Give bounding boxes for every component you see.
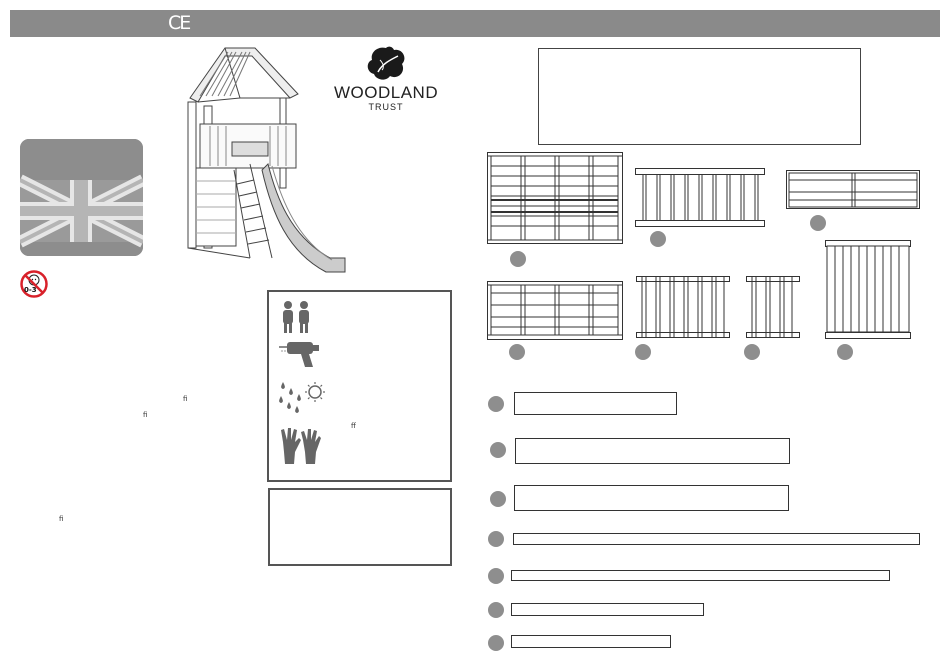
- part-label-bullet: [635, 344, 651, 360]
- footnote-mark: fi: [143, 411, 148, 419]
- brand-subtitle: TRUST: [368, 102, 404, 112]
- plank-diagram: [514, 485, 789, 511]
- panel-diagram: [825, 240, 911, 344]
- part-label-bullet: [488, 568, 504, 584]
- requirements-box: [267, 290, 452, 482]
- oak-leaf-logo-icon: [364, 46, 408, 82]
- brand-block: [334, 46, 438, 113]
- part-label-bullet: [488, 602, 504, 618]
- playhouse-illustration: [180, 46, 350, 286]
- plank-diagram: [514, 392, 677, 415]
- no-children-0-3-icon: [20, 270, 48, 298]
- plank-diagram: [511, 570, 890, 581]
- panel-diagram: [786, 170, 920, 216]
- panel-diagram: [635, 168, 765, 232]
- panel-diagram: [746, 276, 800, 342]
- panel-diagram: [487, 281, 623, 345]
- plank-diagram: [511, 603, 704, 616]
- part-label-bullet: [650, 231, 666, 247]
- text-frame: [538, 48, 861, 145]
- plank-diagram: [511, 635, 671, 648]
- part-label-bullet: [509, 344, 525, 360]
- part-label-bullet: [488, 635, 504, 651]
- two-person-icon: [279, 300, 315, 334]
- brand-title: WOODLAND: [334, 83, 439, 102]
- panel-diagram: [487, 152, 623, 248]
- note-box: [268, 488, 452, 566]
- rain-sun-icon: [277, 380, 325, 414]
- age-label: 0-3: [24, 286, 37, 294]
- part-label-bullet: [510, 251, 526, 267]
- part-label-bullet: [744, 344, 760, 360]
- panel-diagram: [636, 276, 730, 342]
- part-label-bullet: [837, 344, 853, 360]
- footnote-mark: ff: [351, 422, 356, 430]
- footnote-mark: fi: [183, 395, 188, 403]
- union-jack-icon: [20, 139, 143, 256]
- footnote-mark: fi: [59, 515, 64, 523]
- plank-diagram: [515, 438, 790, 464]
- ce-mark: CE: [168, 12, 190, 34]
- header-bar: [10, 10, 940, 37]
- part-label-bullet: [810, 215, 826, 231]
- power-drill-icon: [279, 340, 323, 368]
- part-label-bullet: [488, 531, 504, 547]
- part-label-bullet: [490, 442, 506, 458]
- plank-diagram: [513, 533, 920, 545]
- part-label-bullet: [490, 491, 506, 507]
- gloves-icon: [279, 426, 323, 466]
- part-label-bullet: [488, 396, 504, 412]
